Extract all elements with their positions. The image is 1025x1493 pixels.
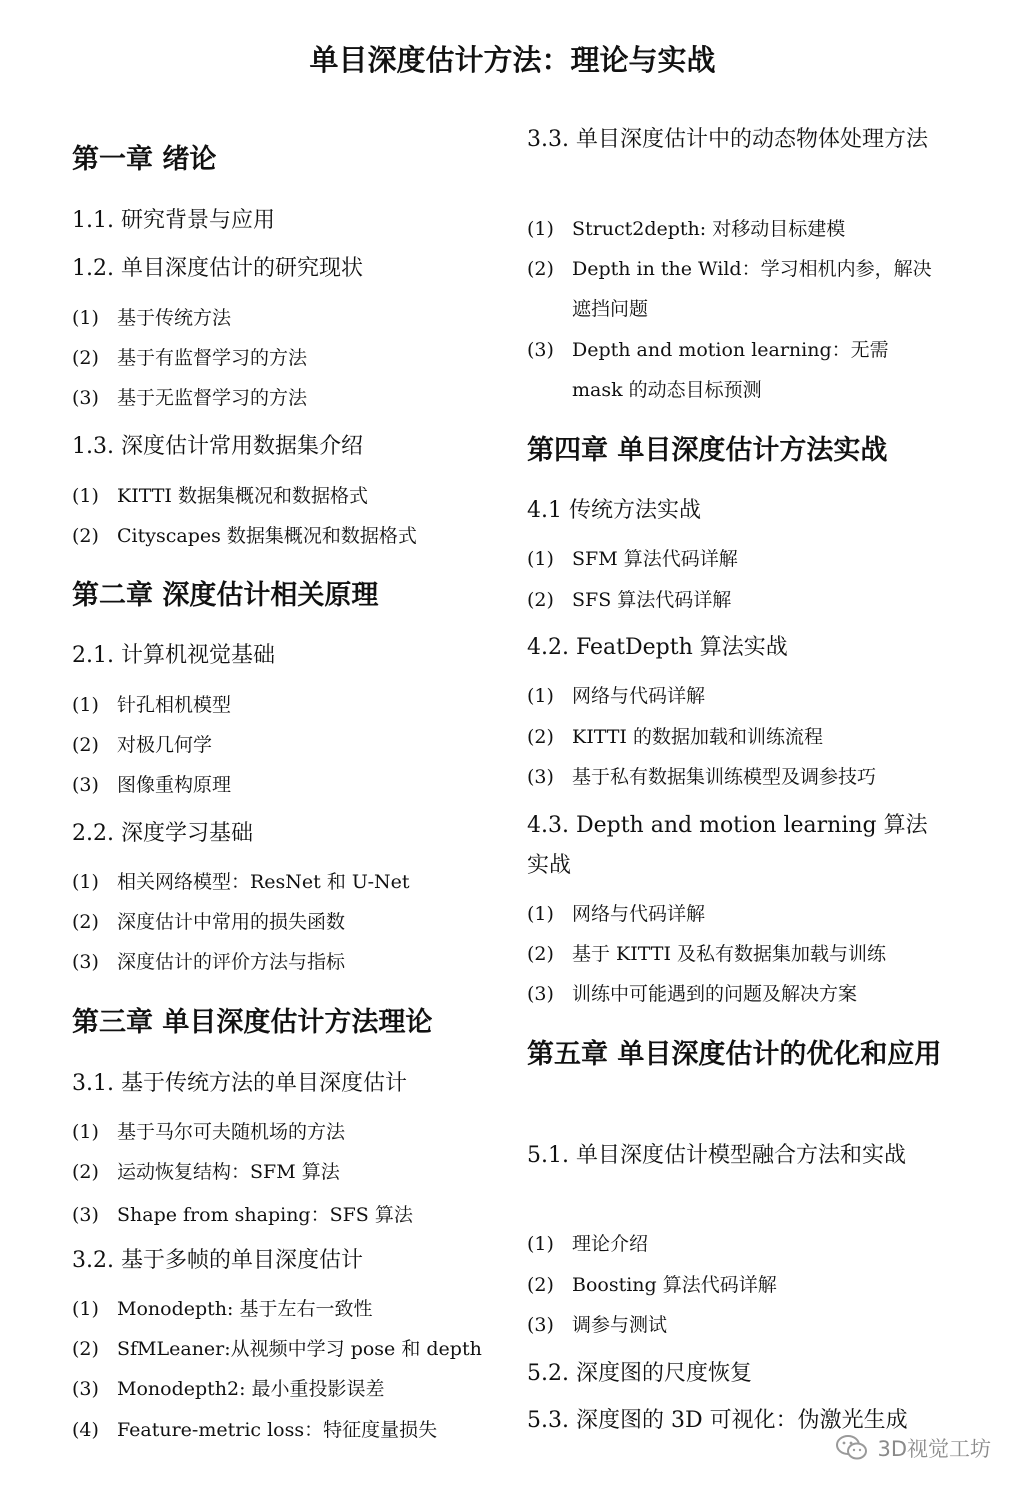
list-item: (1) KITTI 数据集概况和数据格式 xyxy=(72,485,368,507)
list-item: (2) Boosting 算法代码详解 xyxy=(527,1274,777,1296)
list-item: (1) Monodepth: 基于左右一致性 xyxy=(72,1298,373,1320)
chapter-4-heading: 第四章 单目深度估计方法实战 xyxy=(527,435,888,466)
section-5-2: 5.2. 深度图的尺度恢复 xyxy=(527,1361,752,1386)
list-item: (3) Shape from shaping：SFS 算法 xyxy=(72,1204,413,1226)
list-item: (1) 相关网络模型：ResNet 和 U-Net xyxy=(72,871,410,893)
chapter-3-heading: 第三章 单目深度估计方法理论 xyxy=(72,1007,433,1038)
chapter-2-heading: 第二章 深度估计相关原理 xyxy=(72,580,379,611)
list-item: (1) 基于马尔可夫随机场的方法 xyxy=(72,1121,346,1143)
section-4-1: 4.1 传统方法实战 xyxy=(527,498,701,523)
list-item: (1) 网络与代码详解 xyxy=(527,903,706,925)
list-item: (1) 针孔相机模型 xyxy=(72,694,232,716)
wechat-icon xyxy=(835,1434,869,1462)
section-5-3: 5.3. 深度图的 3D 可视化：伪激光生成 xyxy=(527,1408,908,1433)
section-3-2: 3.2. 基于多帧的单目深度估计 xyxy=(72,1248,363,1273)
list-item: (3) Monodepth2: 最小重投影误差 xyxy=(72,1378,385,1400)
list-item: (3) 基于私有数据集训练模型及调参技巧 xyxy=(527,766,877,788)
list-item: (2) 对极几何学 xyxy=(72,734,213,756)
list-item: (2) KITTI 的数据加载和训练流程 xyxy=(527,726,823,748)
list-item: (1) 理论介绍 xyxy=(527,1233,649,1255)
list-item: (1) 网络与代码详解 xyxy=(527,685,706,707)
list-item: (2) 基于 KITTI 及私有数据集加载与训练 xyxy=(527,943,886,965)
section-4-2: 4.2. FeatDepth 算法实战 xyxy=(527,635,788,660)
list-item: (2) SFS 算法代码详解 xyxy=(527,589,732,611)
watermark xyxy=(835,1428,991,1468)
section-3-1: 3.1. 基于传统方法的单目深度估计 xyxy=(72,1071,407,1096)
list-item: (3) 基于无监督学习的方法 xyxy=(72,387,308,409)
list-item: (3) 图像重构原理 xyxy=(72,774,232,796)
section-5-1: 5.1. 单目深度估计模型融合方法和实战 xyxy=(527,1143,906,1168)
section-1-1: 1.1. 研究背景与应用 xyxy=(72,208,275,233)
list-item: (4) Feature-metric loss：特征度量损失 xyxy=(72,1419,438,1441)
list-item: (2) Depth in the Wild：学习相机内参，解决遮挡问题 xyxy=(527,258,932,320)
list-item: (3) 训练中可能遇到的问题及解决方案 xyxy=(527,983,858,1005)
section-1-2: 1.2. 单目深度估计的研究现状 xyxy=(72,256,363,281)
list-item: (2) 基于有监督学习的方法 xyxy=(72,347,308,369)
list-item: (3) 深度估计的评价方法与指标 xyxy=(72,951,346,973)
list-item: (1) 基于传统方法 xyxy=(72,307,232,329)
list-item: (2) SfMLeaner:从视频中学习 pose 和 depth xyxy=(72,1338,482,1360)
list-item: (1) SFM 算法代码详解 xyxy=(527,548,738,570)
chapter-5-heading: 第五章 单目深度估计的优化和应用 xyxy=(527,1039,942,1070)
list-item: (1) Struct2depth: 对移动目标建模 xyxy=(527,218,846,240)
list-item: (2) 深度估计中常用的损失函数 xyxy=(72,911,346,933)
section-2-2: 2.2. 深度学习基础 xyxy=(72,821,253,846)
section-1-3: 1.3. 深度估计常用数据集介绍 xyxy=(72,434,363,459)
watermark-text: 3D视觉工坊 xyxy=(877,1437,991,1461)
document-title: 单目深度估计方法：理论与实战 xyxy=(309,43,716,77)
list-item: (2) Cityscapes 数据集概况和数据格式 xyxy=(72,525,417,547)
list-item: (3) Depth and motion learning：无需 mask 的动态目标预测 xyxy=(527,339,889,401)
section-2-1: 2.1. 计算机视觉基础 xyxy=(72,643,275,668)
list-item: (2) 运动恢复结构：SFM 算法 xyxy=(72,1161,340,1183)
list-item: (3) 调参与测试 xyxy=(527,1314,668,1336)
section-4-3: 4.3. Depth and motion learning 算法实战 xyxy=(527,813,928,878)
chapter-1-heading: 第一章 绪论 xyxy=(72,144,217,175)
section-3-3: 3.3. 单目深度估计中的动态物体处理方法 xyxy=(527,127,928,152)
